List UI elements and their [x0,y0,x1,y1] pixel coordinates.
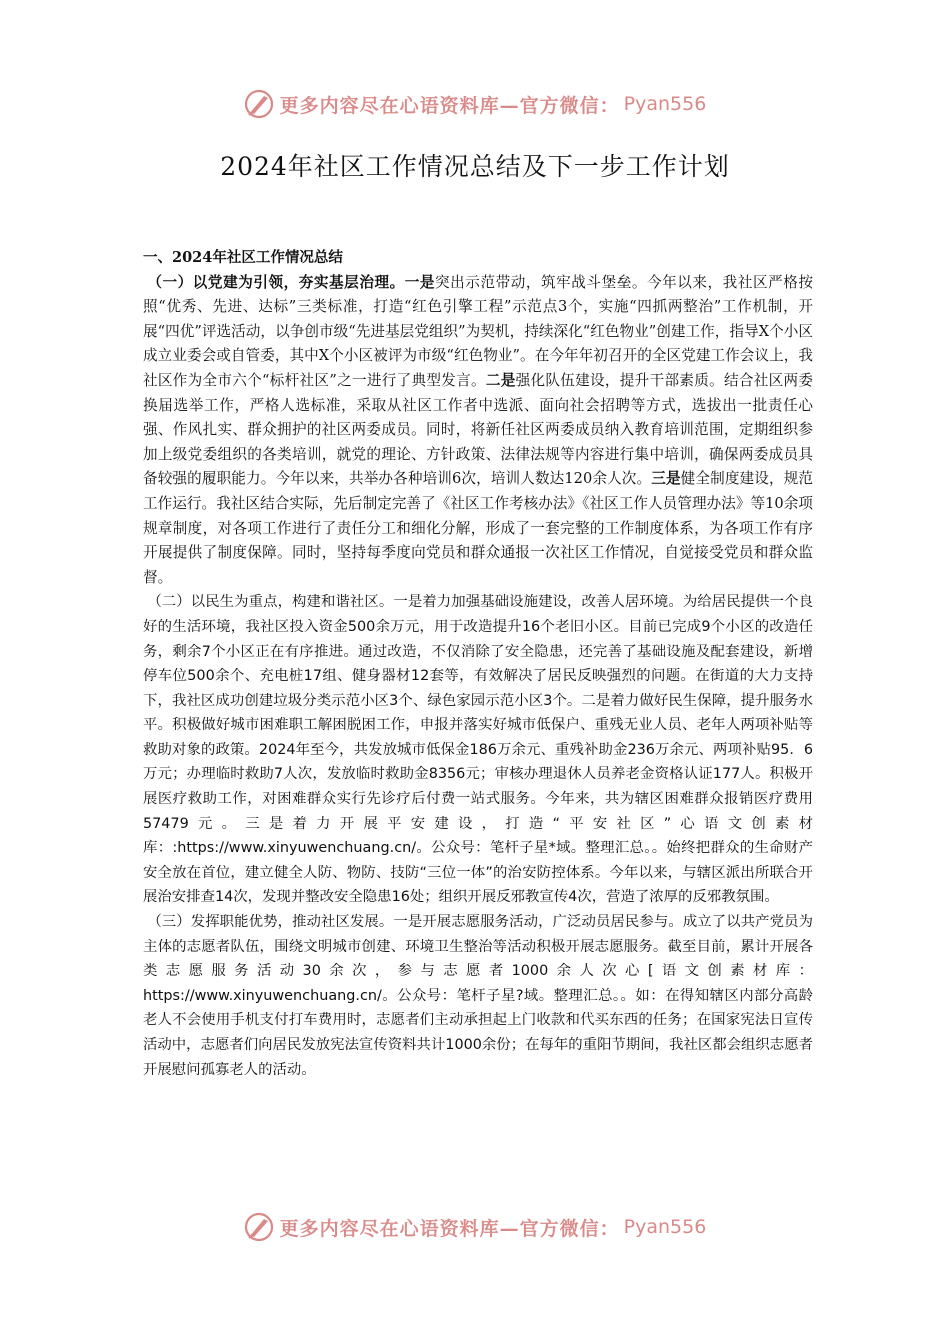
paragraph-community-development: （三）发挥职能优势，推动社区发展。一是开展志愿服务活动，广泛动员居民参与。成立了以共产党员为主体的志愿者队伍，围绕文明城市创建、环境卫生整治等活动积极开展志愿服务。截至目前，累计开展各类志愿服务活动30余次，参与志愿者1000余人次心[语文创素材库：https://www.xinyuwenchuang.cn/。公众号：笔杆子星?域。整理汇总。。如：在得知辖区内部分高龄老人不会使用手机支付打车费用时，志愿者们主动承担起上门收款和代买东西的任务；在国家宪法日宣传活动中，志愿者们向居民发放宪法宣传资料共计1000余份；在每年的重阳节期间，我社区都会组织志愿者开展慰问孤寡老人的活动。 [143,914,813,1078]
quill-pen-logo-icon [244,1212,274,1242]
document-body [143,246,813,1082]
watermark-text: 更多内容尽在心语资料库—官方微信： [279,94,620,117]
measure-label: 二是 [485,371,516,389]
measure-text: 强化队伍建设，提升干部素质。结合社区两委换届选举工作，严格人选标准，采取从社区工作者中选派、面向社会招聘等方式，选拔出一批责任心强、作风扎实、群众拥护的社区两委成员。同时，将新任社区两委成员纳入教育培训范围，定期组织参加上级党委组织的各类培训，就党的理论、方针政策、法律法规等内容进行集中培训，确保两委成员具备较强的履职能力。今年以来，共举办各种培训6次，培训人数达120余人次。 [143,371,813,488]
paragraph-lead: （一）以党建为引领，夯实基层治理。 [147,273,405,291]
measure-label: 三是 [651,470,681,488]
watermark-header [0,84,950,124]
section-heading: 一、2024年社区工作情况总结 [143,249,343,266]
measure-text: 健全制度建设，规范工作运行。我社区结合实际，先后制定完善了《社区工作考核办法》《社区工作人员管理办法》等10余项规章制度，对各项工作进行了责任分工和细化分解，形成了一套完整的工作制度体系，为各项工作有序开展提供了制度保障。同时，坚持每季度向党员和群众通报一次社区工作情况，自觉接受党员和群众监督。 [143,470,813,586]
measure-label: 一是 [404,273,436,291]
quill-pen-logo-icon [244,89,274,119]
watermark-wechat-id: Pyan556 [623,93,707,115]
watermark-footer [0,1207,950,1247]
paragraph-livelihood: （二）以民生为重点，构建和谐社区。一是着力加强基础设施建设，改善人居环境。为给居民提供一个良好的生活环境，我社区投入资金500余万元，用于改造提升16个老旧小区。目前已完成9个小区的改造任务，剩余7个小区正在有序推进。通过改造，不仅消除了安全隐患，还完善了基础设施及配套建设，新增停车位500余个、充电桩17组、健身器材12套等，有效解决了居民反映强烈的问题。在街道的大力支持下，我社区成功创建垃圾分类示范小区3个、绿色家园示范小区3个。二是着力做好民生保障，提升服务水平。积极做好城市困难职工解困脱困工作，申报并落实好城市低保户、重残无业人员、老年人两项补贴等救助对象的政策。2024年至今，共发放城市低保金186万余元、重残补助金236万余元、两项补贴95．6万元；办理临时救助7人次，发放临时救助金8356元；审核办理退休人员养老金资格认证177人。积极开展医疗救助工作，对困难群众实行先诊疗后付费一站式服务。今年来，共为辖区困难群众报销医疗费用57479元。三是着力开展平安建设，打造“平安社区”心语文创素材库：:https://www.xinyuwenchuang.cn/。公众号：笔杆子星*域。整理汇总。。始终把群众的生命财产安全放在首位，建立健全人防、物防、技防“三位一体”的治安防控体系。今年以来，与辖区派出所联合开展治安排查14次，发现并整改安全隐患16处；组织开展反邪教宣传4次，营造了浓厚的反邪教氛围。 [143,594,813,906]
measure-text: 突出示范带动，筑牢战斗堡垒。今年以来，我社区严格按照“优秀、先进、达标”三类标准，打造“红色引擎工程”示范点3个，实施“四抓两整治”工作机制，开展“四优”评选活动，以争创市级“先进基层党组织”为契机，持续深化“红色物业”创建工作，指导X个小区成立业委会或自管委，其中X个小区被评为市级“红色物业”。在今年年初召开的全区党建工作会议上，我社区作为全市六个“标杆社区”之一进行了典型发言。 [143,273,813,389]
document-title: 2024年社区工作情况总结及下一步工作计划 [220,152,730,181]
paragraph-party-building [143,271,813,591]
watermark-text: 更多内容尽在心语资料库—官方微信： [279,1217,620,1240]
watermark-wechat-id: Pyan556 [623,1216,707,1238]
